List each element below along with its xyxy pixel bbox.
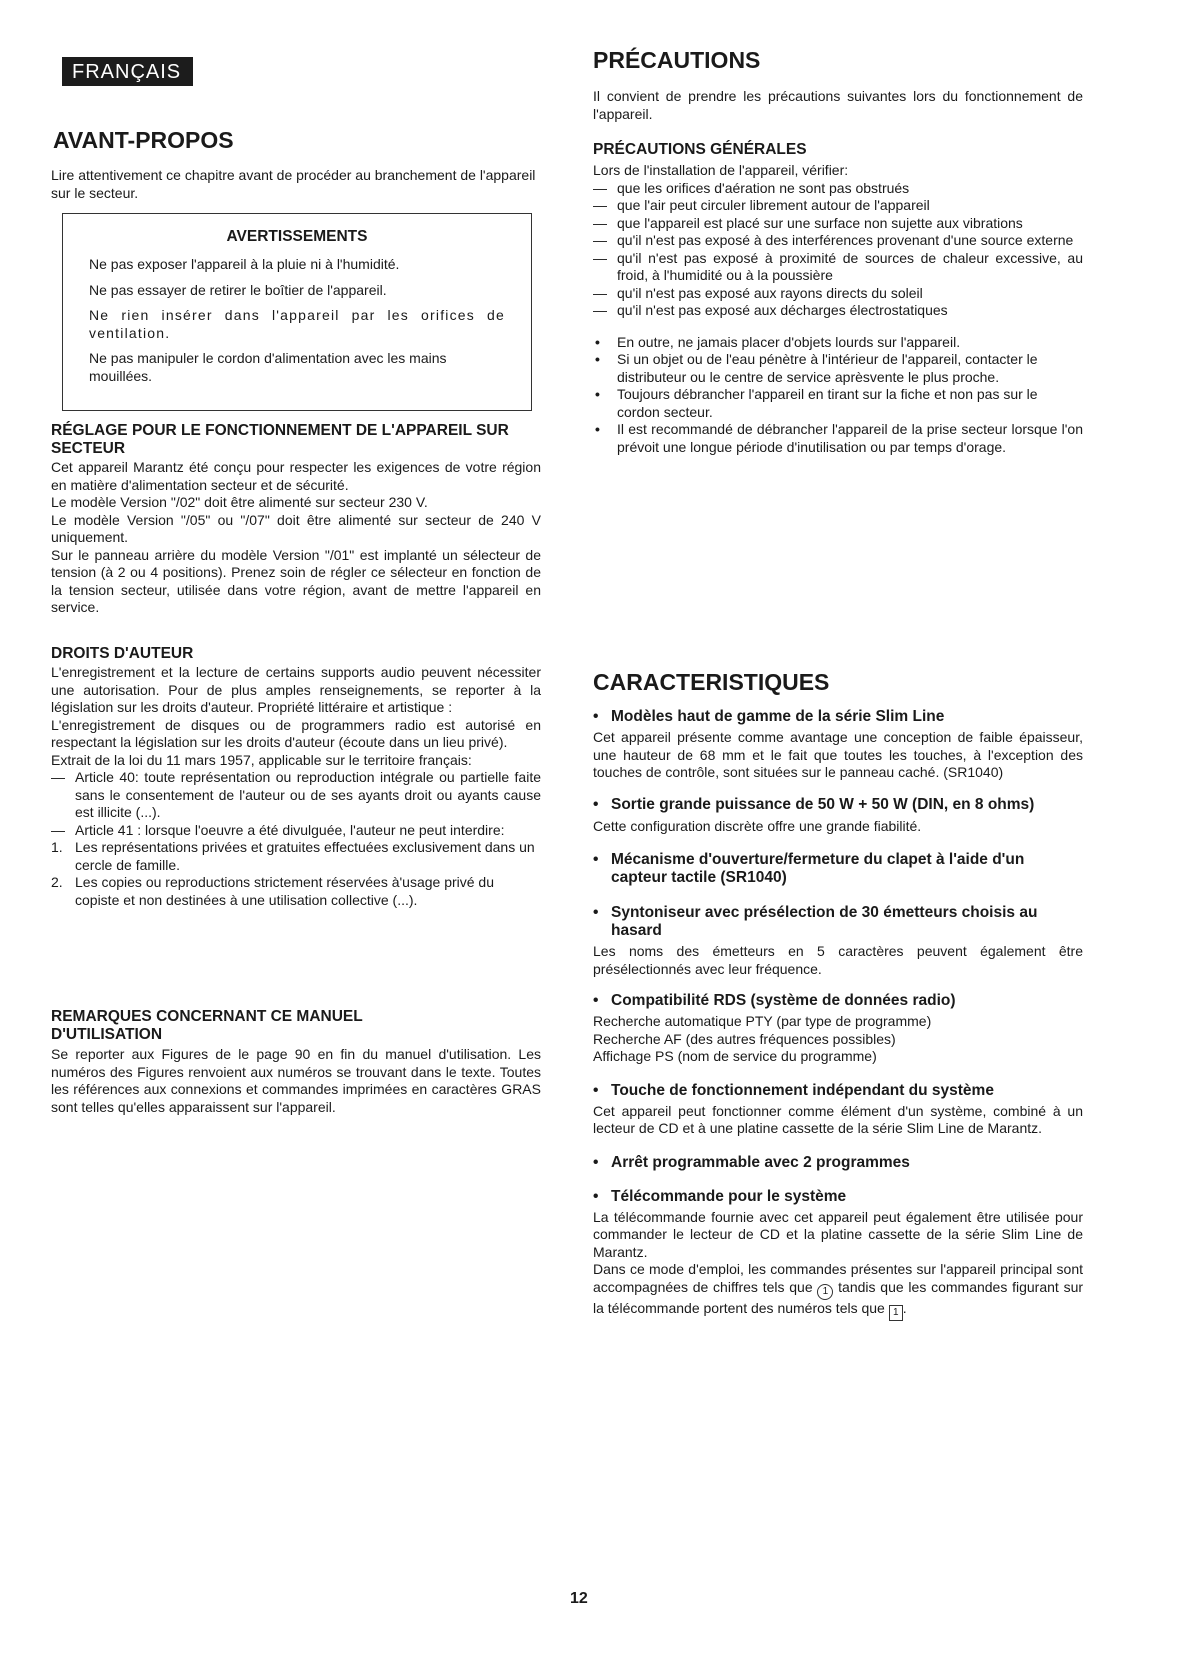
avant-propos-intro: Lire attentivement ce chapitre avant de procéder au branchement de l'appareil sur le secteur. [51,167,536,201]
reglage-paragraph: Cet appareil Marantz été conçu pour respecter les exigences de votre région en matière d'alimentation secteur et de sécurité. [51,459,541,493]
feature-text: Les noms des émetteurs en 5 caractères peuvent également être présélectionnés avec leur fréquence. [593,943,1083,977]
feature-title: • Compatibilité RDS (système de données radio) [593,992,1083,1010]
list-item: — que l'air peut circuler librement autour de l'appareil [593,197,1083,215]
droits-num-list [51,839,541,909]
list-item: — que les orifices d'aération ne sont pas obstrués [593,180,1083,198]
precautions-title: PRÉCAUTIONS [593,47,761,73]
reglage-paragraph: Le modèle Version "/02" doit être alimenté sur secteur 230 V. [51,494,428,510]
avant-propos-title: AVANT-PROPOS [53,127,234,153]
list-item: • En outre, ne jamais placer d'objets lourds sur l'appareil. [593,334,1083,352]
list-item: • Il est recommandé de débrancher l'appareil de la prise secteur lorsque l'on prévoit une longue période d'inutilisation ou par temps d'orage. [593,421,1083,456]
list-item: — que l'appareil est placé sur une surface non sujette aux vibrations [593,215,1083,233]
feature-title: • Mécanisme d'ouverture/fermeture du clapet à l'aide d'un capteur tactile (SR1040) [593,851,1083,887]
reglage-title: RÉGLAGE POUR LE FONCTIONNEMENT DE L'APPAREIL SUR SECTEUR [51,422,509,457]
list-text: Les représentations privées et gratuites effectuées exclusivement dans un cercle de famille. [75,839,535,873]
feature-title: • Sortie grande puissance de 50 W + 50 W (DIN, en 8 ohms) [593,796,1083,814]
feature-text: La télécommande fournie avec cet appareil peut également être utilisée pour commander le lecteur de CD et la platine cassette de la série Slim Line de Marantz. [593,1208,1083,1260]
precautions-dash-list [593,180,1083,320]
list-number: 1. [51,839,63,855]
droits-p2: L'enregistrement de disques ou de programmers radio est autorisé en respectant la législation sur les droits d'auteur (écoute dans un lieu privé). [51,716,541,750]
precautions-lead: Lors de l'installation de l'appareil, vérifier: [593,162,849,178]
reglage-body [51,459,541,617]
feature-text: Affichage PS (nom de service du programme) [593,1048,877,1064]
droits-dash-list [51,769,541,839]
feature-text-part: tandis que les commandes figurant sur la télécommande portent des numéros tels que [593,1278,1084,1316]
precautions-intro: Il convient de prendre les précautions suivantes lors du fonctionnement de l'appareil. [593,88,1083,122]
feature-text [593,1261,1083,1321]
list-text: Les copies ou reproductions strictement réservées à'usage privé du copiste et non destinées à une utilisation collective (...). [75,874,495,908]
feature-text: Recherche automatique PTY (par type de programme) [593,1013,932,1029]
feature-text-part: Dans ce mode d'emploi, les commandes présentes sur l'appareil principal sont accompagnées de chiffres tels que [593,1261,1083,1295]
boxed-number: 1 [889,1305,903,1321]
circled-number: 1 [817,1284,833,1300]
feature-text: Cet appareil présente comme avantage une conception de faible épaisseur, une hauteur de 68 mm et le fait que toutes les touches, à l'exception des touches de contrôle, sont situées sur le panneau caché. (SR1040) [593,729,1083,780]
droits-title: DROITS D'AUTEUR [51,645,194,662]
caracteristiques-title: CARACTERISTIQUES [593,669,830,695]
droits-p3: Extrait de la loi du 11 mars 1957, applicable sur le territoire français: [51,751,472,768]
warning-item: Ne pas exposer l'appareil à la pluie ni à l'humidité. [89,256,400,272]
precautions-body [593,162,1083,456]
feature-title: • Modèles haut de gamme de la série Slim Line [593,708,1083,726]
feature-title: • Arrêt programmable avec 2 programmes [593,1154,1083,1172]
list-item: — Article 40: toute représentation ou reproduction intégrale ou partielle faite sans le consentement de l'auteur ou de ses ayants droit ou ayants cause est illicite (...). [51,769,541,822]
reglage-paragraph: Sur le panneau arrière du modèle Version "/01" est implanté un sélecteur de tension (à 2 ou 4 positions). Prenez soin de régler ce sélecteur en fonction de la tension secteur, utilisée dans votre région, avant de mettre l'appareil en service. [51,546,541,615]
feature-text-part: . [902,1299,907,1316]
feature-title: • Touche de fonctionnement indépendant du système [593,1082,1083,1100]
precautions-bullet-list [593,334,1083,457]
list-number: 2. [51,874,63,890]
list-item: — qu'il n'est pas exposé aux rayons directs du soleil [593,285,1083,303]
warning-item: Ne rien insérer dans l'appareil par les orifices de ventilation. [89,307,505,341]
list-item: — qu'il n'est pas exposé à des interférences provenant d'une source externe [593,232,1083,250]
warning-item: Ne pas essayer de retirer le boîtier de l'appareil. [89,281,387,298]
list-item: • Toujours débrancher l'appareil en tirant sur la fiche et non pas sur le cordon secteur. [593,386,1083,421]
feature-title: • Télécommande pour le système [593,1188,1083,1206]
feature-text: Recherche AF (des autres fréquences possibles) [593,1030,896,1047]
list-item [51,874,541,909]
language-badge: FRANÇAIS [62,57,193,86]
features [593,708,1083,1321]
precautions-generales-title: PRÉCAUTIONS GÉNÉRALES [593,141,807,158]
warning-item: Ne pas manipuler le cordon d'alimentation avec les mains mouillées. [89,350,447,384]
reglage-paragraph: Le modèle Version "/05" ou "/07" doit être alimenté sur secteur de 240 V uniquement. [51,511,541,545]
warnings-title: AVERTISSEMENTS [226,228,368,245]
list-item: — Article 41 : lorsque l'oeuvre a été divulguée, l'auteur ne peut interdire: [51,822,541,840]
remarques-title: REMARQUES CONCERNANT CE MANUEL D'UTILISATION [51,1008,363,1043]
list-item: — qu'il n'est pas exposé à proximité de sources de chaleur excessive, au froid, à l'humidité ou à la poussière [593,250,1083,285]
remarques-text: Se reporter aux Figures de le page 90 en fin du manuel d'utilisation. Les numéros des Figures renvoient aux numéros se trouvant dans le texte. Toutes les références aux connexions et commandes imprimées en caractères GRAS sont telles qu'elles apparaissent sur l'appareil. [51,1046,541,1115]
feature-text: Cette configuration discrète offre une grande fiabilité. [593,817,922,834]
list-item: • Si un objet ou de l'eau pénètre à l'intérieur de l'appareil, contacter le distributeur ou le centre de service aprèsvente le plus proche. [593,351,1083,386]
droits-body [51,664,541,909]
droits-p1: L'enregistrement et la lecture de certains supports audio peuvent nécessiter une autorisation. Pour de plus amples renseignements, se reporter à la législation sur les droits d'auteur. Propriété littéraire et artistique : [51,664,541,715]
list-item: — qu'il n'est pas exposé aux décharges électrostatiques [593,302,1083,320]
feature-title: • Syntoniseur avec présélection de 30 émetteurs choisis au hasard [593,904,1083,940]
page-number: 12 [570,1590,588,1607]
warnings-box [62,213,532,411]
feature-text: Cet appareil peut fonctionner comme élément d'un système, combiné à un lecteur de CD et à une platine cassette de la série Slim Line de Marantz. [593,1102,1083,1136]
list-item [51,839,541,874]
